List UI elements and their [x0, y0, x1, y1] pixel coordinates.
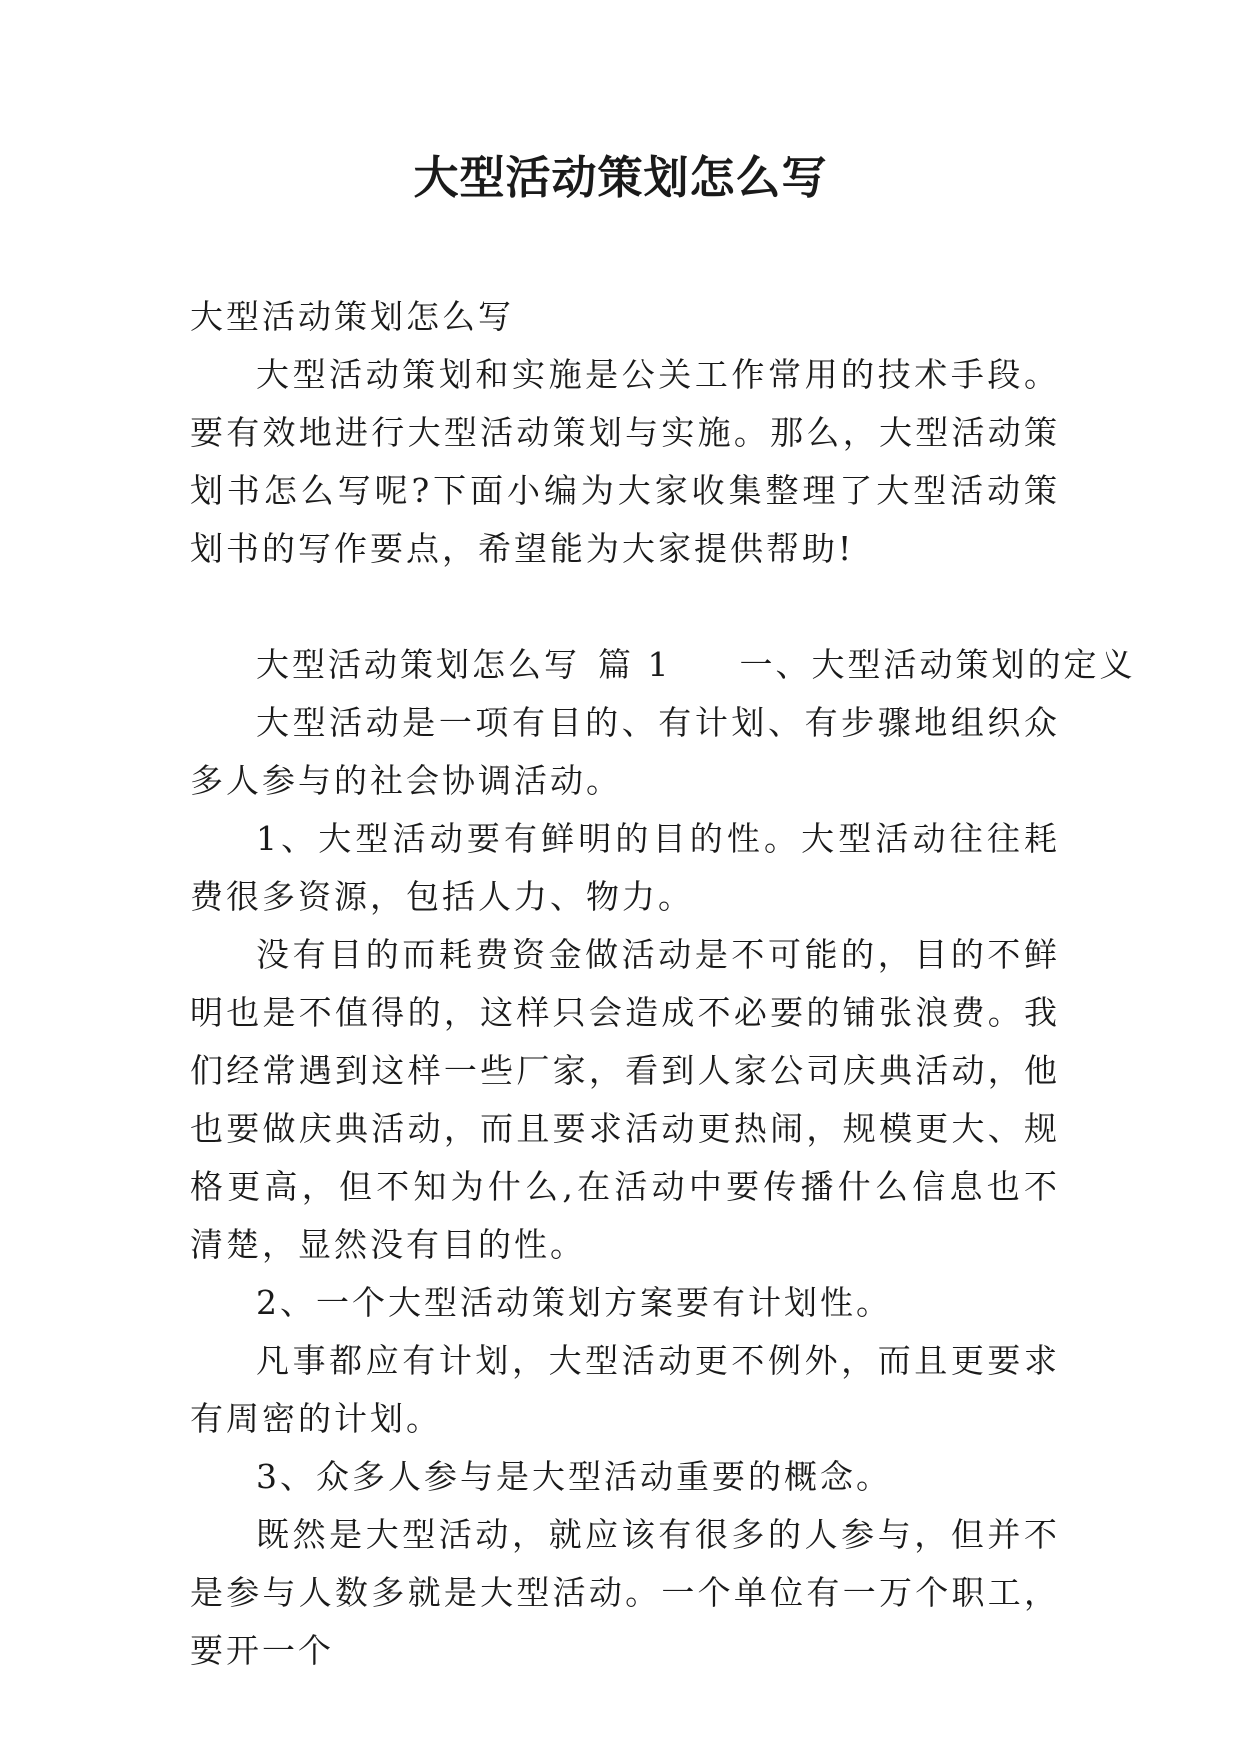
section-first-item: 一、大型活动策划的定义 — [739, 645, 1136, 684]
section-heading: 大型活动策划怎么写 — [256, 645, 580, 684]
paragraph: 既然是大型活动，就应该有很多的人参与，但并不是参与人数多就是大型活动。一个单位有一万个职工，要开一个 — [190, 1515, 1060, 1670]
paragraph: 3、众多人参与是大型活动重要的概念。 — [256, 1457, 892, 1496]
document-body — [190, 288, 1136, 1680]
document-title: 大型活动策划怎么写 — [413, 151, 828, 204]
paragraph: 2、一个大型活动策划方案要有计划性。 — [256, 1283, 892, 1322]
intro-paragraph: 大型活动策划和实施是公关工作常用的技术手段。要有效地进行大型活动策划与实施。那么，大型活动策划书怎么写呢?下面小编为大家收集整理了大型活动策划书的写作要点，希望能为大家提供帮助! — [190, 355, 1060, 568]
paragraph: 没有目的而耗费资金做活动是不可能的，目的不鲜明也是不值得的，这样只会造成不必要的铺张浪费。我们经常遇到这样一些厂家，看到人家公司庆典活动，他也要做庆典活动，而且要求活动更热闹，规模更大、规格更高，但不知为什么,在活动中要传播什么信息也不清楚，显然没有目的性。 — [190, 935, 1060, 1264]
paragraph: 大型活动是一项有目的、有计划、有步骤地组织众多人参与的社会协调活动。 — [190, 703, 1060, 800]
paragraph-spacer — [190, 578, 1060, 636]
paragraph: 1、大型活动要有鲜明的目的性。大型活动往往耗费很多资源，包括人力、物力。 — [190, 819, 1060, 916]
section-heading-line — [190, 636, 1136, 694]
paragraph: 凡事都应有计划，大型活动更不例外，而且更要求有周密的计划。 — [190, 1341, 1060, 1438]
section-part-label: 篇 1 — [598, 645, 672, 684]
subtitle: 大型活动策划怎么写 — [190, 297, 514, 336]
